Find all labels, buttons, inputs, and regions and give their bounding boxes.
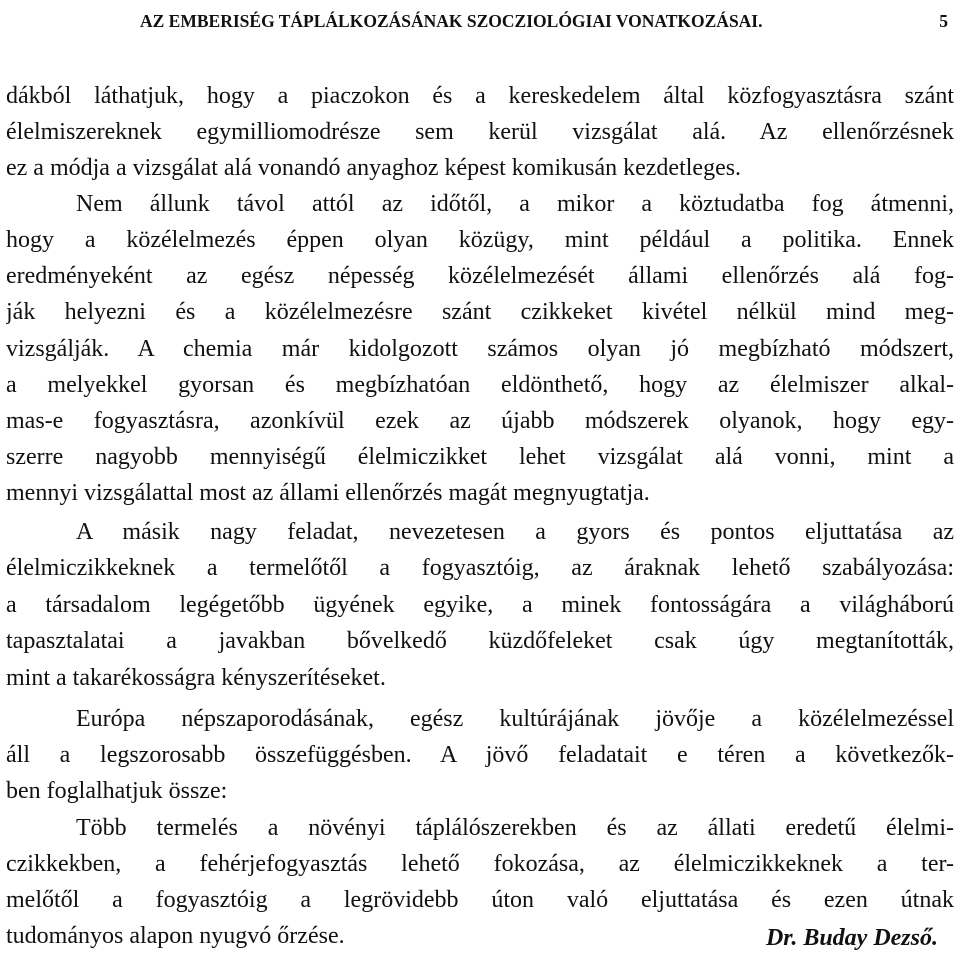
text-line: áll a legszorosabb összefüggésben. A jövő feladatait e téren a következők- (6, 742, 954, 768)
text-line: élelmiszereknek egymilliomodrésze sem kerül vizsgálat alá. Az ellenőrzésnek (6, 119, 954, 145)
document-page (6, 0, 954, 954)
text-line: hogy a közélelmezés éppen olyan közügy, mint például a politika. Ennek (6, 227, 954, 253)
running-header (6, 8, 954, 34)
author-signature: Dr. Buday Dezső. (765, 925, 938, 951)
text-line: ben foglalhatjuk össze: (6, 778, 228, 804)
text-line: eredményeként az egész népesség közélelmezését állami ellenőrzés alá fog- (6, 263, 954, 289)
text-line: dákból láthatjuk, hogy a piaczokon és a kereskedelem által közfogyasztásra szánt (6, 83, 954, 109)
page-number: 5 (939, 11, 948, 31)
text-line: tapasztalatai a javakban bővelkedő küzdőfeleket csak úgy megtanították, (6, 628, 954, 654)
text-line: ez a módja a vizsgálat alá vonandó anyaghoz képest komikusán kezdetleges. (6, 155, 742, 181)
text-line: czikkekben, a fehérjefogyasztás lehető fokozása, az élelmiczikkeknek a ter- (6, 851, 954, 877)
text-line: ják helyezni és a közélelmezésre szánt czikkeket kivétel nélkül mind meg- (6, 299, 954, 325)
text-line: a melyekkel gyorsan és megbízhatóan eldönthető, hogy az élelmiszer alkal- (6, 372, 954, 398)
text-line: A másik nagy feladat, nevezetesen a gyors és pontos eljuttatása az (76, 519, 954, 545)
text-line: mint a takarékosságra kényszerítéseket. (6, 665, 386, 691)
text-line: Nem állunk távol attól az időtől, a mikor a köztudatba fog átmenni, (76, 191, 954, 217)
text-line: tudományos alapon nyugvó őrzése. (6, 923, 345, 949)
text-line: Európa népszaporodásának, egész kultúrájának jövője a közélelmezéssel (76, 706, 954, 732)
text-line: szerre nagyobb mennyiségű élelmiczikket lehet vizsgálat alá vonni, mint a (6, 444, 954, 470)
text-line: a társadalom legégetőbb ügyének egyike, a minek fontosságára a világháború (6, 592, 954, 618)
text-line: mennyi vizsgálattal most az állami ellenőrzés magát megnyugtatja. (6, 480, 650, 506)
text-line: élelmiczikkeknek a termelőtől a fogyasztóig, az áraknak lehető szabályozása: (6, 555, 954, 581)
running-header-title: AZ EMBERISÉG TÁPLÁLKOZÁSÁNAK SZOCZIOLÓGIAI VONATKOZÁSAI. (140, 11, 763, 31)
text-line: vizsgálják. A chemia már kidolgozott számos olyan jó megbízható módszert, (6, 336, 954, 362)
text-line: mas-e fogyasztásra, azonkívül ezek az újabb módszerek olyanok, hogy egy- (6, 408, 954, 434)
text-line: melőtől a fogyasztóig a legrövidebb úton való eljuttatása és ezen útnak (6, 887, 954, 913)
text-line: Több termelés a növényi táplálószerekben és az állati eredetű élelmi- (76, 815, 954, 841)
